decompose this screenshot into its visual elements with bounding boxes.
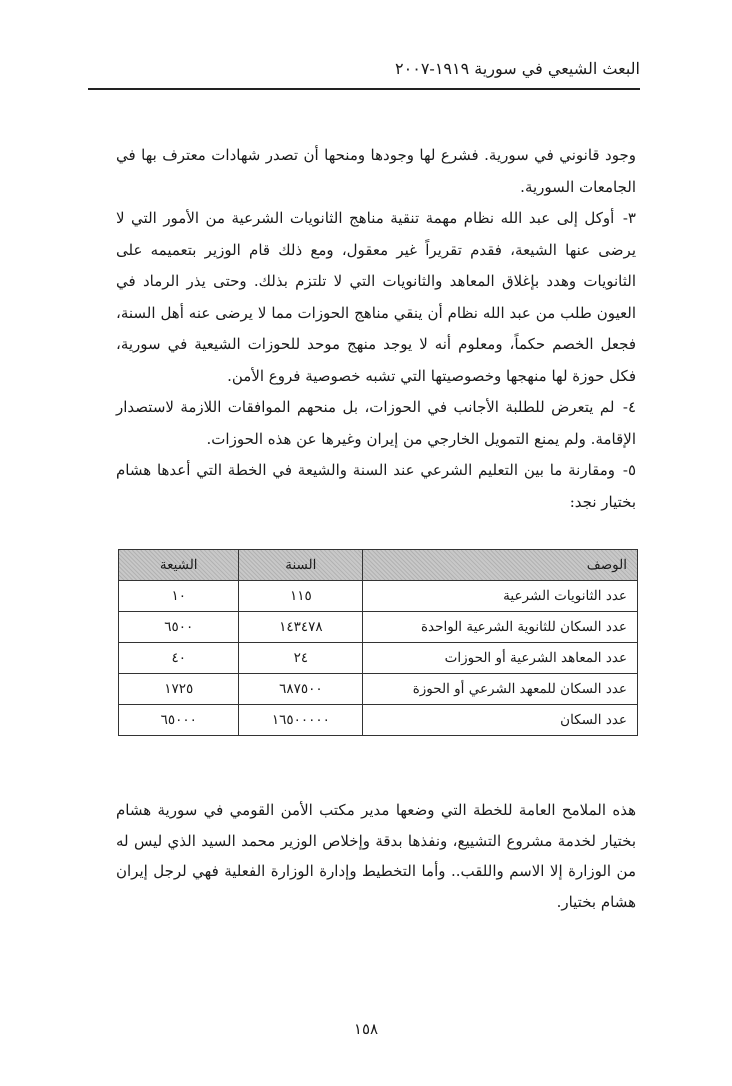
table-header-row — [119, 550, 638, 581]
closing-paragraph: هذه الملامح العامة للخطة التي وضعها مدير مكتب الأمن القومي في سورية هشام بختيار لخدمة مشروع التشييع، ونفذها بدقة وإخلاص الوزير محمد السيد الذي ليس له من الوزارة إلا الاسم واللقب.. وأما التخطيط وإدارة الوزارة الفعلية فهي لرجل إيران هشام بختيار. — [116, 801, 636, 911]
list-item-text: أوكل إلى عبد الله نظام مهمة تنقية مناهج الثانويات الشرعية من الأمور التي لا يرضى عنها الشيعة، فقدم تقريراً غير معقول، ومع ذلك قام الوزير بتعميمه على الثانويات وهدد بإغلاق المعاهد والثانويات التي لا تلتزم بذلك. وحتى يذر الرماد في العيون طلب من عبد الله نظام أن ينقي مناهج الحوزات مما لا يرضى عنه أهل السنة، فجعل الخصم حكماً، ومعلوم أنه لا يوجد منهج موحد للحوزات الشيعية في سورية، فكل حوزة لها منهجها وخصوصيتها التي تشبه خصوصية فروع الأمن. — [116, 209, 636, 385]
running-header: البعث الشيعي في سورية ١٩١٩-٢٠٠٧ — [395, 59, 640, 78]
header-rule — [88, 88, 640, 90]
list-item — [116, 455, 636, 518]
column-header-description: الوصف — [363, 550, 638, 581]
list-item — [116, 392, 636, 455]
table-cell-description: عدد الثانويات الشرعية — [363, 581, 638, 612]
table-cell-shia: ٦٥٠٠ — [119, 612, 239, 643]
table-cell-description: عدد السكان للثانوية الشرعية الواحدة — [363, 612, 638, 643]
table-cell-description: عدد المعاهد الشرعية أو الحوزات — [363, 643, 638, 674]
table-cell-description: عدد السكان للمعهد الشرعي أو الحوزة — [363, 674, 638, 705]
intro-paragraph: وجود قانوني في سورية. فشرع لها وجودها ومنحها أن تصدر شهادات معترف بها في الجامعات السورية. — [116, 146, 636, 196]
table-cell-sunni: ٢٤ — [239, 643, 363, 674]
list-item-text: ومقارنة ما بين التعليم الشرعي عند السنة والشيعة في الخطة التي أعدها هشام بختيار نجد: — [116, 461, 636, 511]
table-cell-sunni: ١١٥ — [239, 581, 363, 612]
table-cell-shia: ٦٥٠٠٠ — [119, 705, 239, 736]
table-row — [119, 705, 638, 736]
table-cell-shia: ١٧٢٥ — [119, 674, 239, 705]
list-item-text: لم يتعرض للطلبة الأجانب في الحوزات، بل منحهم الموافقات اللازمة لاستصدار الإقامة. ولم يمنع التمويل الخارجي من إيران وغيرها عن هذه الحوزات. — [116, 398, 636, 448]
page-number: ١٥٨ — [353, 1020, 379, 1038]
table-cell-shia: ٤٠ — [119, 643, 239, 674]
body-text — [116, 140, 636, 518]
column-header-shia: الشيعة — [119, 550, 239, 581]
list-item — [116, 203, 636, 392]
table-row — [119, 581, 638, 612]
table-cell-sunni: ١٤٣٤٧٨ — [239, 612, 363, 643]
column-header-sunni: السنة — [239, 550, 363, 581]
table-cell-description: عدد السكان — [363, 705, 638, 736]
table-row — [119, 643, 638, 674]
comparison-table — [118, 549, 638, 736]
table-row — [119, 612, 638, 643]
list-item-number: ٣- — [622, 209, 636, 227]
list-item-number: ٤- — [622, 398, 636, 416]
table-cell-sunni: ١٦٥٠٠٠٠٠ — [239, 705, 363, 736]
table-row — [119, 674, 638, 705]
table-cell-shia: ١٠ — [119, 581, 239, 612]
table-cell-sunni: ٦٨٧٥٠٠ — [239, 674, 363, 705]
list-item-number: ٥- — [622, 461, 636, 479]
